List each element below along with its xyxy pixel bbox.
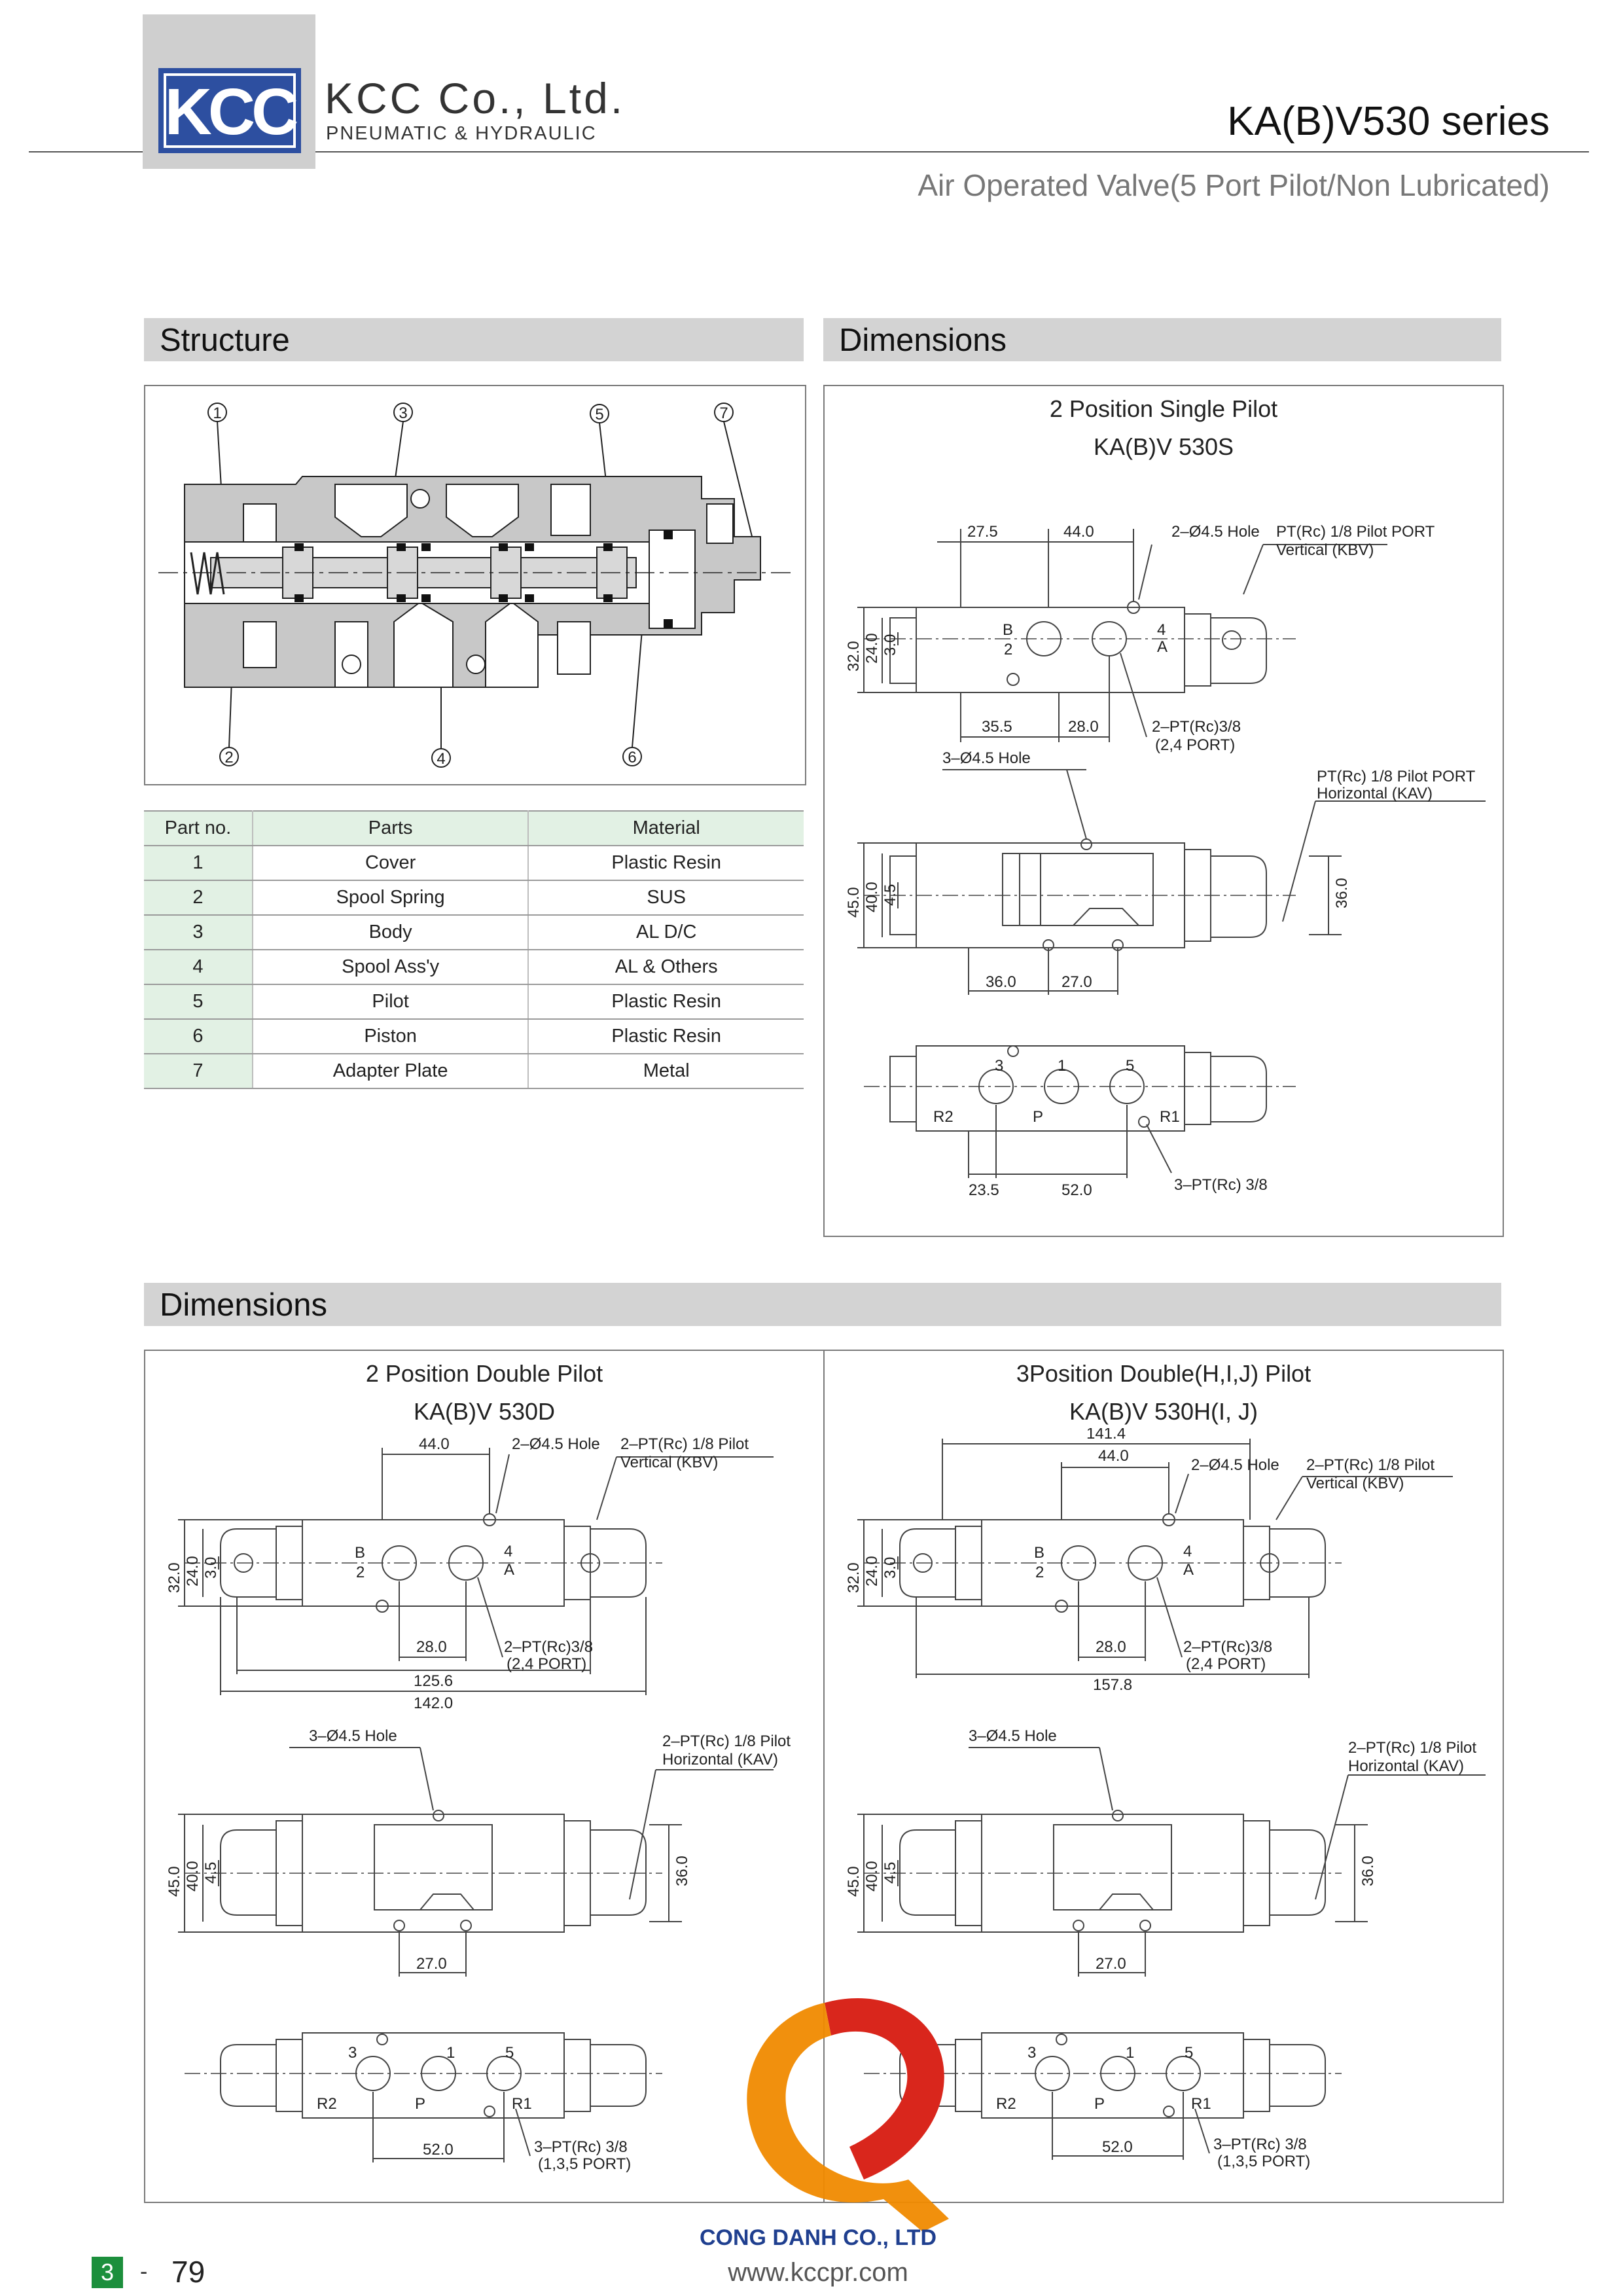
table-header-row [144,811,804,846]
valve-cross-section [145,386,805,784]
svg-text:52.0: 52.0 [1061,1181,1092,1199]
page-number: 79 [171,2255,205,2289]
svg-text:5: 5 [505,2044,514,2062]
triple-model: KA(B)V 530H(I, J) [1069,1398,1258,1425]
svg-text:4: 4 [1157,621,1166,639]
svg-text:2: 2 [224,749,234,766]
svg-text:PT(Rc) 1/8 Pilot PORT: PT(Rc) 1/8 Pilot PORT [1317,768,1476,785]
svg-text:3–Ø4.5 Hole: 3–Ø4.5 Hole [969,1727,1057,1745]
svg-text:3–PT(Rc) 3/8: 3–PT(Rc) 3/8 [1174,1176,1268,1194]
svg-text:157.8: 157.8 [1093,1676,1133,1694]
svg-text:2–Ø4.5 Hole: 2–Ø4.5 Hole [512,1435,600,1453]
single-model: KA(B)V 530S [1093,433,1234,460]
svg-text:2–PT(Rc)3/8: 2–PT(Rc)3/8 [1183,1638,1273,1656]
svg-text:3–Ø4.5 Hole: 3–Ø4.5 Hole [309,1727,397,1745]
svg-text:27.0: 27.0 [1096,1955,1126,1973]
svg-text:R1: R1 [1160,1108,1180,1126]
svg-text:R1: R1 [1191,2095,1211,2113]
double-model: KA(B)V 530D [413,1398,556,1425]
table-row: 1 Cover Plastic Resin [144,846,804,880]
single-dimension-drawing [825,463,1503,1236]
svg-text:A: A [1157,638,1168,656]
svg-text:Horizontal (KAV): Horizontal (KAV) [662,1751,778,1768]
svg-text:2: 2 [1035,1564,1044,1581]
svg-text:32.0: 32.0 [845,641,863,672]
svg-text:36.0: 36.0 [986,973,1016,991]
svg-text:24.0: 24.0 [184,1556,202,1587]
company-logo [158,68,301,153]
svg-text:3: 3 [995,1057,1004,1075]
table-row: 2 Spool Spring SUS [144,880,804,915]
svg-text:27.0: 27.0 [416,1955,447,1973]
svg-text:PT(Rc) 1/8 Pilot PORT: PT(Rc) 1/8 Pilot PORT [1276,523,1435,541]
svg-text:28.0: 28.0 [416,1638,447,1656]
svg-text:R1: R1 [512,2095,532,2113]
svg-text:4.5: 4.5 [202,1861,220,1884]
svg-text:3–PT(Rc) 3/8: 3–PT(Rc) 3/8 [534,2138,628,2156]
series-title: KA(B)V530 series [1227,99,1550,144]
page-subtitle: Air Operated Valve(5 Port Pilot/Non Lubricated) [918,168,1550,202]
svg-text:(1,3,5 PORT): (1,3,5 PORT) [1217,2153,1311,2170]
svg-text:(2,4 PORT): (2,4 PORT) [1186,1655,1266,1673]
chapter-number: 3 [100,2259,115,2286]
svg-text:23.5: 23.5 [969,1181,999,1199]
svg-text:28.0: 28.0 [1096,1638,1126,1656]
svg-text:4.5: 4.5 [882,884,899,906]
svg-text:3: 3 [1027,2044,1037,2062]
svg-text:2–Ø4.5 Hole: 2–Ø4.5 Hole [1171,523,1260,541]
svg-text:5: 5 [1185,2044,1194,2062]
svg-text:Vertical (KBV): Vertical (KBV) [620,1454,719,1471]
company-name: KCC Co., Ltd. [325,74,626,122]
svg-text:32.0: 32.0 [166,1562,183,1593]
svg-text:R2: R2 [933,1108,954,1126]
svg-text:35.5: 35.5 [982,718,1012,736]
svg-text:3: 3 [348,2044,357,2062]
svg-text:27.0: 27.0 [1061,973,1092,991]
svg-text:5: 5 [595,406,604,423]
svg-text:3.0: 3.0 [202,1556,220,1579]
svg-text:B: B [1034,1544,1045,1562]
callout-5 [590,404,609,423]
svg-text:2: 2 [1004,641,1013,658]
svg-text:A: A [1183,1561,1194,1579]
svg-text:7: 7 [719,404,728,422]
dimensions-heading: Dimensions [823,318,1501,361]
svg-text:1: 1 [1058,1057,1067,1075]
svg-text:36.0: 36.0 [673,1856,691,1886]
svg-text:2–PT(Rc) 1/8 Pilot: 2–PT(Rc) 1/8 Pilot [662,1732,791,1750]
svg-text:Horizontal (KAV): Horizontal (KAV) [1317,785,1433,802]
callout-6 [623,747,641,766]
svg-text:P: P [1094,2095,1105,2113]
table-row: 3 Body AL D/C [144,915,804,950]
svg-text:3.0: 3.0 [882,634,899,656]
svg-text:1: 1 [446,2044,455,2062]
svg-text:3: 3 [399,404,408,422]
svg-text:(2,4 PORT): (2,4 PORT) [1155,736,1236,754]
svg-text:R2: R2 [996,2095,1016,2113]
svg-text:5: 5 [1126,1057,1135,1075]
svg-text:B: B [1003,621,1014,639]
logo-text: KCC [164,75,295,149]
svg-text:142.0: 142.0 [414,1695,454,1712]
table-row: 6 Piston Plastic Resin [144,1019,804,1054]
svg-text:2–PT(Rc)3/8: 2–PT(Rc)3/8 [1152,718,1241,736]
watermark-logo [726,1983,962,2245]
svg-text:(2,4 PORT): (2,4 PORT) [507,1655,587,1673]
svg-text:1: 1 [213,404,222,422]
svg-text:3–Ø4.5 Hole: 3–Ø4.5 Hole [942,749,1031,767]
parts-table [144,810,804,1089]
callout-2 [220,747,238,766]
watermark-url: www.kccpr.com [728,2258,908,2287]
svg-text:24.0: 24.0 [863,633,881,664]
svg-text:45.0: 45.0 [166,1866,183,1897]
watermark-company: CONG DANH CO., LTD [699,2225,936,2250]
svg-text:32.0: 32.0 [845,1562,863,1593]
svg-text:4.5: 4.5 [882,1861,899,1884]
dimensions-single-panel [823,385,1504,1237]
svg-text:4: 4 [437,750,446,768]
svg-text:40.0: 40.0 [863,1861,881,1892]
callout-4 [432,749,450,768]
structure-panel [144,385,806,785]
svg-text:28.0: 28.0 [1068,718,1099,736]
svg-text:3–PT(Rc) 3/8: 3–PT(Rc) 3/8 [1213,2136,1307,2153]
col-header-parts: Parts [253,811,529,846]
structure-heading: Structure [144,318,804,361]
svg-text:40.0: 40.0 [184,1861,202,1892]
col-header-material: Material [528,811,804,846]
svg-text:141.4: 141.4 [1086,1428,1126,1443]
chapter-badge [92,2257,123,2288]
svg-text:24.0: 24.0 [863,1556,881,1587]
double-title: 2 Position Double Pilot [365,1360,603,1387]
callout-1 [208,403,226,422]
svg-text:36.0: 36.0 [1333,878,1351,908]
svg-text:27.5: 27.5 [967,523,998,541]
svg-text:Vertical (KBV): Vertical (KBV) [1306,1475,1404,1492]
page-sep: - [140,2259,148,2284]
company-tagline: PNEUMATIC & HYDRAULIC [326,123,597,144]
callout-3 [394,403,412,422]
svg-text:Horizontal (KAV): Horizontal (KAV) [1348,1757,1464,1775]
svg-text:Vertical (KBV): Vertical (KBV) [1276,541,1374,559]
table-row: 5 Pilot Plastic Resin [144,984,804,1019]
svg-text:1: 1 [1126,2044,1135,2062]
svg-text:125.6: 125.6 [414,1672,454,1690]
svg-text:(1,3,5 PORT): (1,3,5 PORT) [538,2155,632,2173]
svg-text:44.0: 44.0 [1063,523,1094,541]
svg-text:P: P [415,2095,426,2113]
svg-text:2–PT(Rc) 1/8 Pilot: 2–PT(Rc) 1/8 Pilot [1306,1456,1435,1474]
svg-text:2–PT(Rc) 1/8 Pilot: 2–PT(Rc) 1/8 Pilot [1348,1739,1477,1757]
triple-title: 3Position Double(H,I,J) Pilot [1016,1360,1311,1387]
svg-text:2–PT(Rc) 1/8 Pilot: 2–PT(Rc) 1/8 Pilot [620,1435,749,1453]
svg-text:45.0: 45.0 [845,887,863,918]
svg-text:44.0: 44.0 [1098,1447,1129,1465]
callout-7 [715,403,733,422]
svg-text:44.0: 44.0 [419,1435,450,1453]
svg-text:45.0: 45.0 [845,1866,863,1897]
single-title: 2 Position Single Pilot [1049,395,1278,422]
svg-text:2–PT(Rc)3/8: 2–PT(Rc)3/8 [504,1638,594,1656]
svg-text:3.0: 3.0 [882,1556,899,1579]
svg-text:52.0: 52.0 [1102,2138,1133,2156]
svg-text:R2: R2 [317,2095,337,2113]
table-row: 4 Spool Ass'y AL & Others [144,950,804,984]
svg-text:4: 4 [1183,1543,1192,1560]
svg-text:B: B [355,1544,366,1562]
svg-text:2: 2 [356,1564,365,1581]
double-dimension-drawing [145,1428,823,2200]
svg-text:36.0: 36.0 [1359,1856,1377,1886]
table-row: 7 Adapter Plate Metal [144,1054,804,1088]
svg-text:P: P [1033,1108,1044,1126]
svg-text:40.0: 40.0 [863,882,881,912]
dimensions2-heading: Dimensions [144,1283,1501,1326]
col-header-part-no: Part no. [144,811,253,846]
svg-text:6: 6 [628,749,637,766]
svg-text:52.0: 52.0 [423,2141,454,2159]
svg-text:A: A [504,1561,515,1579]
svg-text:2–Ø4.5 Hole: 2–Ø4.5 Hole [1191,1456,1279,1474]
svg-text:4: 4 [504,1543,513,1560]
